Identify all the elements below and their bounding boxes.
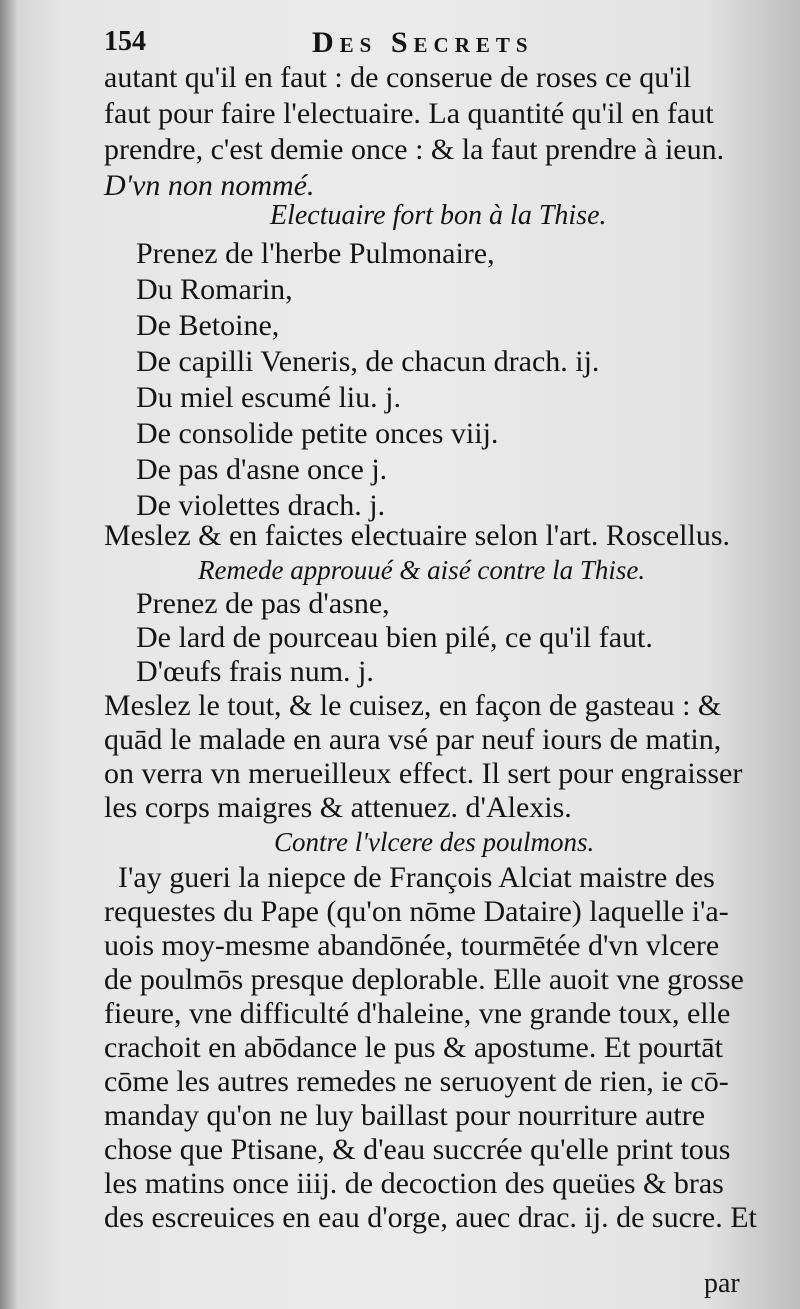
text-line: De capilli Veneris, de chacun drach. ij. [136, 345, 600, 378]
running-head: Des Secrets [312, 26, 534, 59]
text-line: quād le malade en aura vsé par neuf iours de matin, [104, 723, 722, 756]
text-line: manday qu'on ne luy baillast pour nourriture autre [104, 1099, 706, 1132]
text-line: D'œufs frais num. j. [136, 655, 374, 688]
text-line: Contre l'vlcere des poulmons. [274, 827, 595, 857]
text-line: De pas d'asne once j. [136, 453, 388, 486]
text-line: Du Romarin, [136, 273, 293, 306]
text-line: requestes du Pape (qu'on nōme Dataire) laquelle i'a- [104, 895, 729, 928]
text-line: I'ay gueri la niepce de François Alciat maistre des [118, 861, 715, 894]
text-line: uois moy-mesme abandōnée, tourmētée d'vn vlcere [104, 929, 720, 962]
text-line: Prenez de l'herbe Pulmonaire, [136, 237, 495, 270]
text-line: De violettes drach. j. [136, 489, 386, 522]
text-line: on verra vn merueilleux effect. Il sert pour engraisser [104, 757, 743, 790]
text-line: les matins once iiij. de decoction des queües & bras [104, 1167, 724, 1200]
text-line: Prenez de pas d'asne, [136, 587, 390, 620]
catchword: par [704, 1268, 740, 1299]
text-line: De Betoine, [136, 309, 280, 342]
text-line: les corps maigres & attenuez. d'Alexis. [104, 791, 572, 824]
text-line: autant qu'il en faut : de conserue de roses ce qu'il [104, 61, 692, 94]
text-line: Electuaire fort bon à la Thise. [270, 200, 607, 231]
text-line: de poulmōs presque deplorable. Elle auoit vne grosse [104, 963, 744, 996]
text-line: prendre, c'est demie once : & la faut prendre à ieun. [104, 133, 725, 166]
gutter-shadow [0, 0, 18, 1309]
text-line: cōme les autres remedes ne seruoyent de rien, ie cō- [104, 1065, 729, 1098]
text-line: Remede approuué & aisé contre la Thise. [198, 555, 646, 585]
text-line: D'vn non nommé. [104, 169, 315, 202]
text-line: crachoit en abōdance le pus & apostume. Et pourtāt [104, 1031, 723, 1064]
text-line: chose que Ptisane, & d'eau succrée qu'elle print tous [104, 1133, 731, 1166]
text-line: De lard de pourceau bien pilé, ce qu'il faut. [136, 621, 653, 654]
text-line: Meslez le tout, & le cuisez, en façon de gasteau : & [104, 689, 722, 722]
text-line: fieure, vne difficulté d'haleine, vne grande toux, elle [104, 997, 731, 1030]
page-header [100, 22, 740, 62]
text-line: Meslez & en faictes electuaire selon l'art. Roscellus. [104, 519, 731, 552]
text-line: des escreuices en eau d'orge, auec drac. ij. de sucre. Et [104, 1201, 757, 1234]
text-line: Du miel escumé liu. j. [136, 381, 401, 414]
text-line: De consolide petite onces viij. [136, 417, 499, 450]
text-line: faut pour faire l'electuaire. La quantité qu'il en faut [104, 97, 714, 130]
page-number: 154 [104, 26, 146, 57]
